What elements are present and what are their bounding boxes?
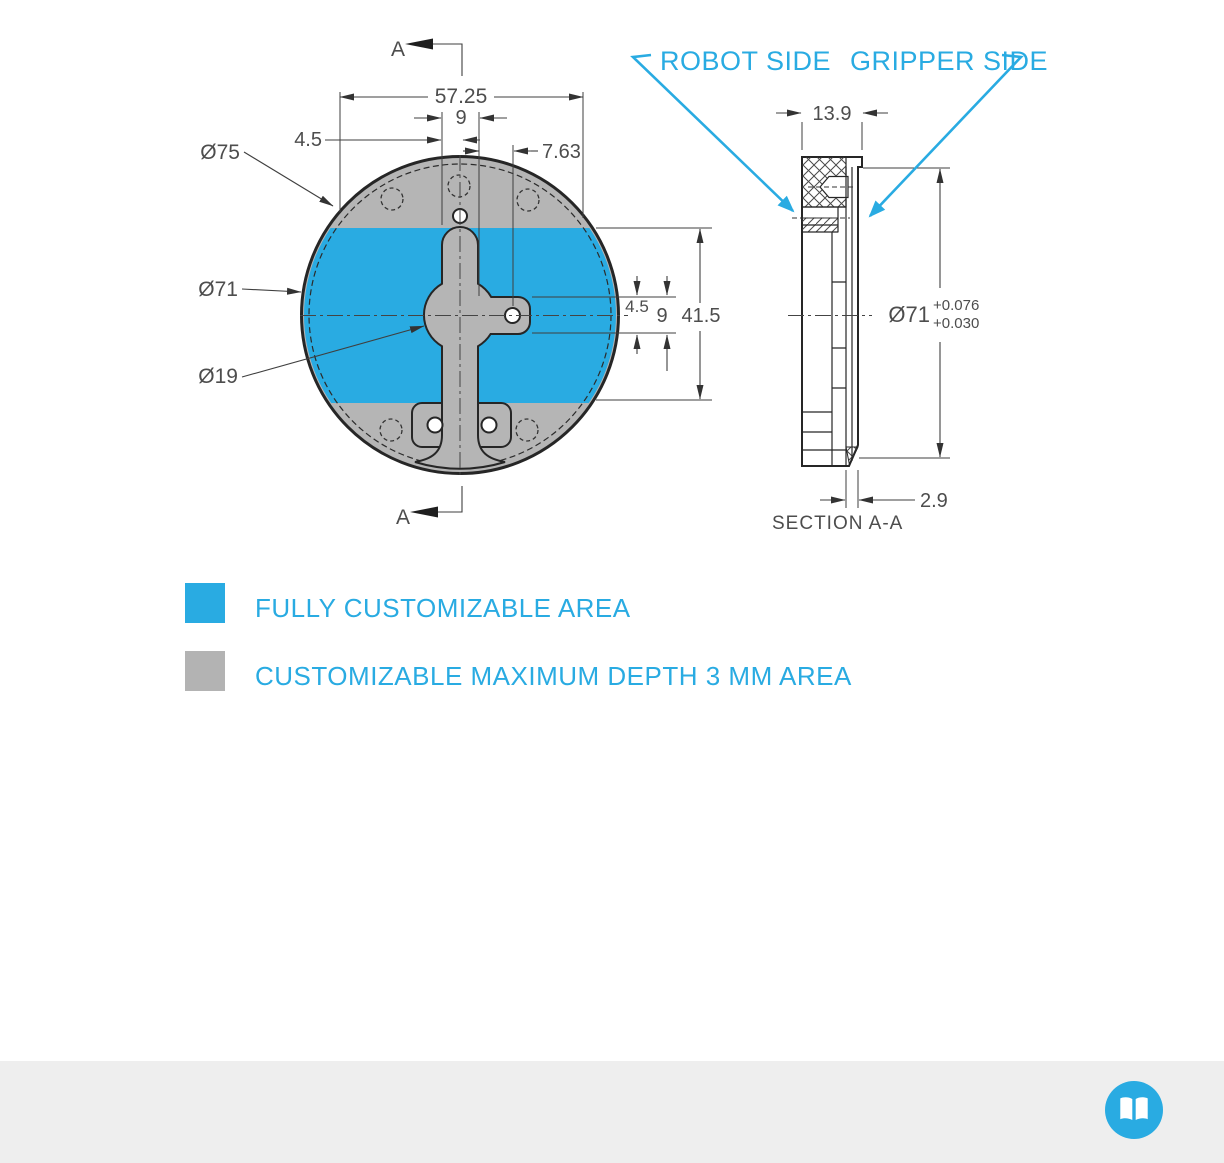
front-view	[300, 155, 628, 478]
dia-center: Ø19	[198, 365, 238, 388]
section-view	[788, 157, 872, 466]
dia-bore: Ø71	[888, 302, 930, 327]
section-title: SECTION A-A	[772, 513, 904, 534]
manual-book-button[interactable]	[1105, 1081, 1163, 1139]
dim-flange: 2.9	[920, 490, 948, 512]
section-marker-bottom: A	[395, 506, 411, 529]
dim-tab-pitch: 9	[656, 305, 668, 327]
legend-swatch-fully-customizable	[185, 583, 225, 623]
legend-label-max-depth: CUSTOMIZABLE MAXIMUM DEPTH 3 MM AREA	[255, 661, 852, 691]
legend	[185, 583, 852, 691]
legend-label-fully-customizable: FULLY CUSTOMIZABLE AREA	[255, 593, 631, 623]
section-marker-top: A	[390, 38, 406, 61]
dim-slot-half: 4.5	[294, 129, 322, 151]
dim-band-height: 41.5	[681, 305, 721, 327]
dim-pin-offset: 7.63	[542, 141, 581, 163]
hole-lug-left	[428, 418, 443, 433]
section-cut-bottom	[396, 486, 462, 529]
tol-lower: +0.030	[933, 315, 980, 332]
legend-swatch-max-depth	[185, 651, 225, 691]
robot-side-label: ROBOT SIDE	[660, 46, 832, 76]
footer-bar	[0, 1061, 1224, 1163]
hole-lug-right	[482, 418, 497, 433]
dia-pilot: Ø71	[198, 278, 238, 301]
dim-thickness: 13.9	[812, 103, 852, 125]
gripper-side-label: GRIPPER SIDE	[850, 46, 1049, 76]
dim-tab-half: 4.5	[625, 297, 649, 316]
dim-width: 57.25	[434, 85, 488, 108]
section-cut-top	[391, 38, 462, 76]
robot-side-arrow	[633, 55, 793, 211]
tol-upper: +0.076	[933, 297, 980, 314]
gripper-side-arrow	[870, 55, 1021, 216]
dim-slot-width: 9	[455, 107, 467, 129]
open-book-icon	[1105, 1081, 1163, 1139]
dia-outer: Ø75	[200, 141, 240, 164]
